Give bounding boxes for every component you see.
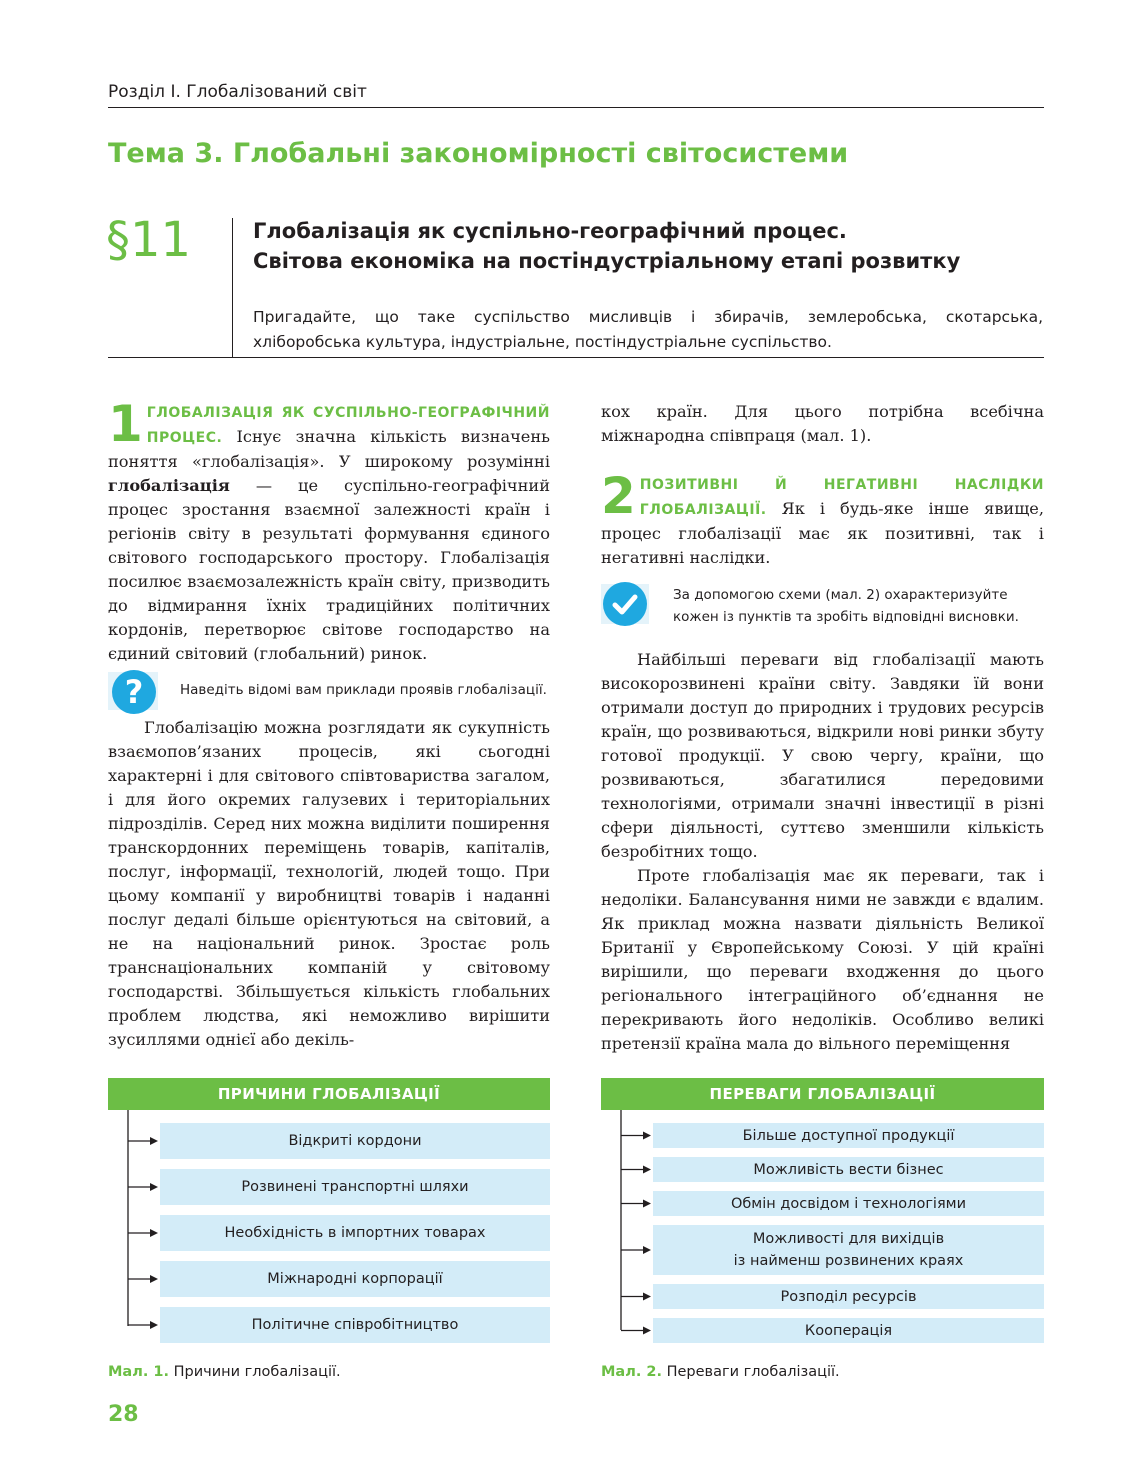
arrow-head-icon bbox=[643, 1293, 651, 1301]
diagram-item: Можливості для вихідців із найменш розвинених краях bbox=[653, 1225, 1044, 1275]
section1-intro bbox=[108, 395, 550, 666]
section1-paragraph2: Глобалізацію можна розглядати як сукупність взаємопов’язаних процесів, які сьогодні характерні і для світового співтовариства загалом, і для його окремих галузевих і територіальних підрозділів. Серед них можна виділити поширення транскордонних переміщень товарів, капіталів, послуг, інформації, технологій, людей тощо. При цьому компанії у виробництві товарів і наданні послуг дедалі більше орієнтуються на світовий, а не на національний ринок. Зростає роль транснаціональних компаній у світовому господарстві. Збільшується кількість глобальних проблем людства, які неможливо вирішити зусиллями однієї або декіль- bbox=[108, 718, 550, 1049]
arrow-head-icon bbox=[150, 1183, 158, 1191]
paragraph-divider bbox=[232, 218, 233, 358]
figure2-label: Мал. 2. bbox=[601, 1364, 662, 1380]
section2-intro bbox=[601, 467, 1044, 570]
figure2-text: Переваги глобалізації. bbox=[662, 1364, 840, 1380]
task-text: За допомогою схеми (мал. 2) охарактеризуйте кожен із пунктів та зробіть відповідні висновки. bbox=[673, 587, 1019, 625]
figure1-caption bbox=[108, 1364, 341, 1380]
section1-continuation-text: кох країн. Для цього потрібна всебічна міжнародна співпраця (мал. 1). bbox=[601, 402, 1044, 445]
section1-text-b: — це суспільно-географічний процес зростання взаємної залежності країн і регіонів світу в результаті формування єдиного світового господарського простору. Глобалізація посилює взаємозалежність країн світу, призводить до відмирання їхніх традиційних політичних кордонів, перетворює світове господарство на єдиний світовий (глобальний) ринок. bbox=[108, 476, 550, 663]
section2-paragraph2: Проте глобалізація має як переваги, так і недоліки. Балансування ними не завжди є вдалим. Як приклад можна назвати діяльність Великої Британії у Європейському Союзі. У цій країні вирішили, що переваги входження до цього регіонального інтеграційного об’єднання не перекривають його недоліків. Особливо великі претензії країна мала до вільного переміщення bbox=[601, 866, 1044, 1053]
paragraph-number: §11 bbox=[106, 212, 192, 268]
arrow-head-icon bbox=[643, 1132, 651, 1140]
page-number: 28 bbox=[108, 1402, 139, 1427]
diagram-item: Необхідність в імпортних товарах bbox=[160, 1215, 550, 1251]
section1-continuation bbox=[601, 400, 1044, 448]
question-callout bbox=[108, 670, 550, 712]
diagram-item: Можливість вести бізнес bbox=[653, 1157, 1044, 1182]
diagram-item: Відкриті кордони bbox=[160, 1123, 550, 1159]
topic-title: Тема 3. Глобальні закономірності світосистеми bbox=[108, 138, 849, 169]
figure1-text: Причини глобалізації. bbox=[169, 1364, 341, 1380]
section1-body bbox=[108, 716, 550, 1052]
arrow-head-icon bbox=[150, 1321, 158, 1329]
section2-paragraph1: Найбільші переваги від глобалізації мають високорозвинені країни світу. Завдяки їй вони отримали доступ до природних і трудових ресурсів країн, що розвиваються, відкрили нові ринки збуту готової продукції. У свою чергу, країни, що розвиваються, збагатилися передовими технологіями, отримали значні інвестиції в різні сфери діяльності, суттєво зменшили кількість безробітних тощо. bbox=[601, 650, 1044, 861]
paragraph-title-line1: Глобалізація як суспільно-географічний процес. bbox=[253, 219, 847, 243]
checkmark-icon bbox=[603, 582, 647, 626]
paragraph-title-line2: Світова економіка на постіндустріальному етапі розвитку bbox=[253, 249, 961, 273]
section2-number: 2 bbox=[601, 467, 636, 525]
section1-term: глобалізація bbox=[108, 476, 230, 495]
arrow-head-icon bbox=[150, 1275, 158, 1283]
diagram-advantages bbox=[601, 1078, 1044, 1348]
diagram-item: Розподіл ресурсів bbox=[653, 1284, 1044, 1309]
diagram-item: Міжнародні корпорації bbox=[160, 1261, 550, 1297]
arrow-head-icon bbox=[643, 1246, 651, 1254]
arrow-head-icon bbox=[643, 1327, 651, 1335]
figure1-label: Мал. 1. bbox=[108, 1364, 169, 1380]
diagram-item: Більше доступної продукції bbox=[653, 1123, 1044, 1148]
section2-body bbox=[601, 648, 1044, 1056]
diagram-item: Політичне співробітництво bbox=[160, 1307, 550, 1343]
diagram-causes-title: ПРИЧИНИ ГЛОБАЛІЗАЦІЇ bbox=[108, 1078, 550, 1110]
task-callout bbox=[601, 580, 1044, 630]
section1-number: 1 bbox=[108, 395, 143, 453]
diagram-item: Кооперація bbox=[653, 1318, 1044, 1343]
paragraph-rule bbox=[108, 357, 1044, 358]
diagram-causes bbox=[108, 1078, 550, 1348]
diagram-advantages-title: ПЕРЕВАГИ ГЛОБАЛІЗАЦІЇ bbox=[601, 1078, 1044, 1110]
figure2-caption bbox=[601, 1364, 840, 1380]
section2-text: Як і будь-яке інше явище, процес глобалізації має як позитивні, так і негативні наслідки. bbox=[601, 499, 1044, 567]
question-text: Наведіть відомі вам приклади проявів глобалізації. bbox=[180, 682, 547, 698]
section1-text-a: Існує значна кількість визначень поняття «глобалізація». У широкому розумінні bbox=[108, 427, 550, 471]
arrow-head-icon bbox=[150, 1229, 158, 1237]
section1-heading: ГЛОБАЛІЗАЦІЯ ЯК СУСПІЛЬНО-ГЕОГРАФІЧНИЙ ПРОЦЕС. bbox=[146, 405, 550, 446]
question-icon: ? bbox=[112, 670, 156, 714]
paragraph-title bbox=[253, 216, 960, 276]
section2-heading: ПОЗИТИВНІ Й НЕГАТИВНІ НАСЛІДКИ ГЛОБАЛІЗАЦІЇ. bbox=[639, 477, 1044, 518]
paragraph-hint: Пригадайте, що таке суспільство мисливців і збирачів, землеробська, скотарська, хліборобська культура, індустріальне, постіндустріальне суспільство. bbox=[253, 308, 1043, 351]
chapter-title: Розділ І. Глобалізований світ bbox=[108, 82, 367, 102]
arrow-head-icon bbox=[150, 1137, 158, 1145]
diagram-item: Розвинені транспортні шляхи bbox=[160, 1169, 550, 1205]
header-divider bbox=[108, 107, 1044, 108]
diagram-item: Обмін досвідом і технологіями bbox=[653, 1191, 1044, 1216]
arrow-head-icon bbox=[643, 1200, 651, 1208]
running-header bbox=[108, 82, 1044, 102]
arrow-head-icon bbox=[643, 1166, 651, 1174]
